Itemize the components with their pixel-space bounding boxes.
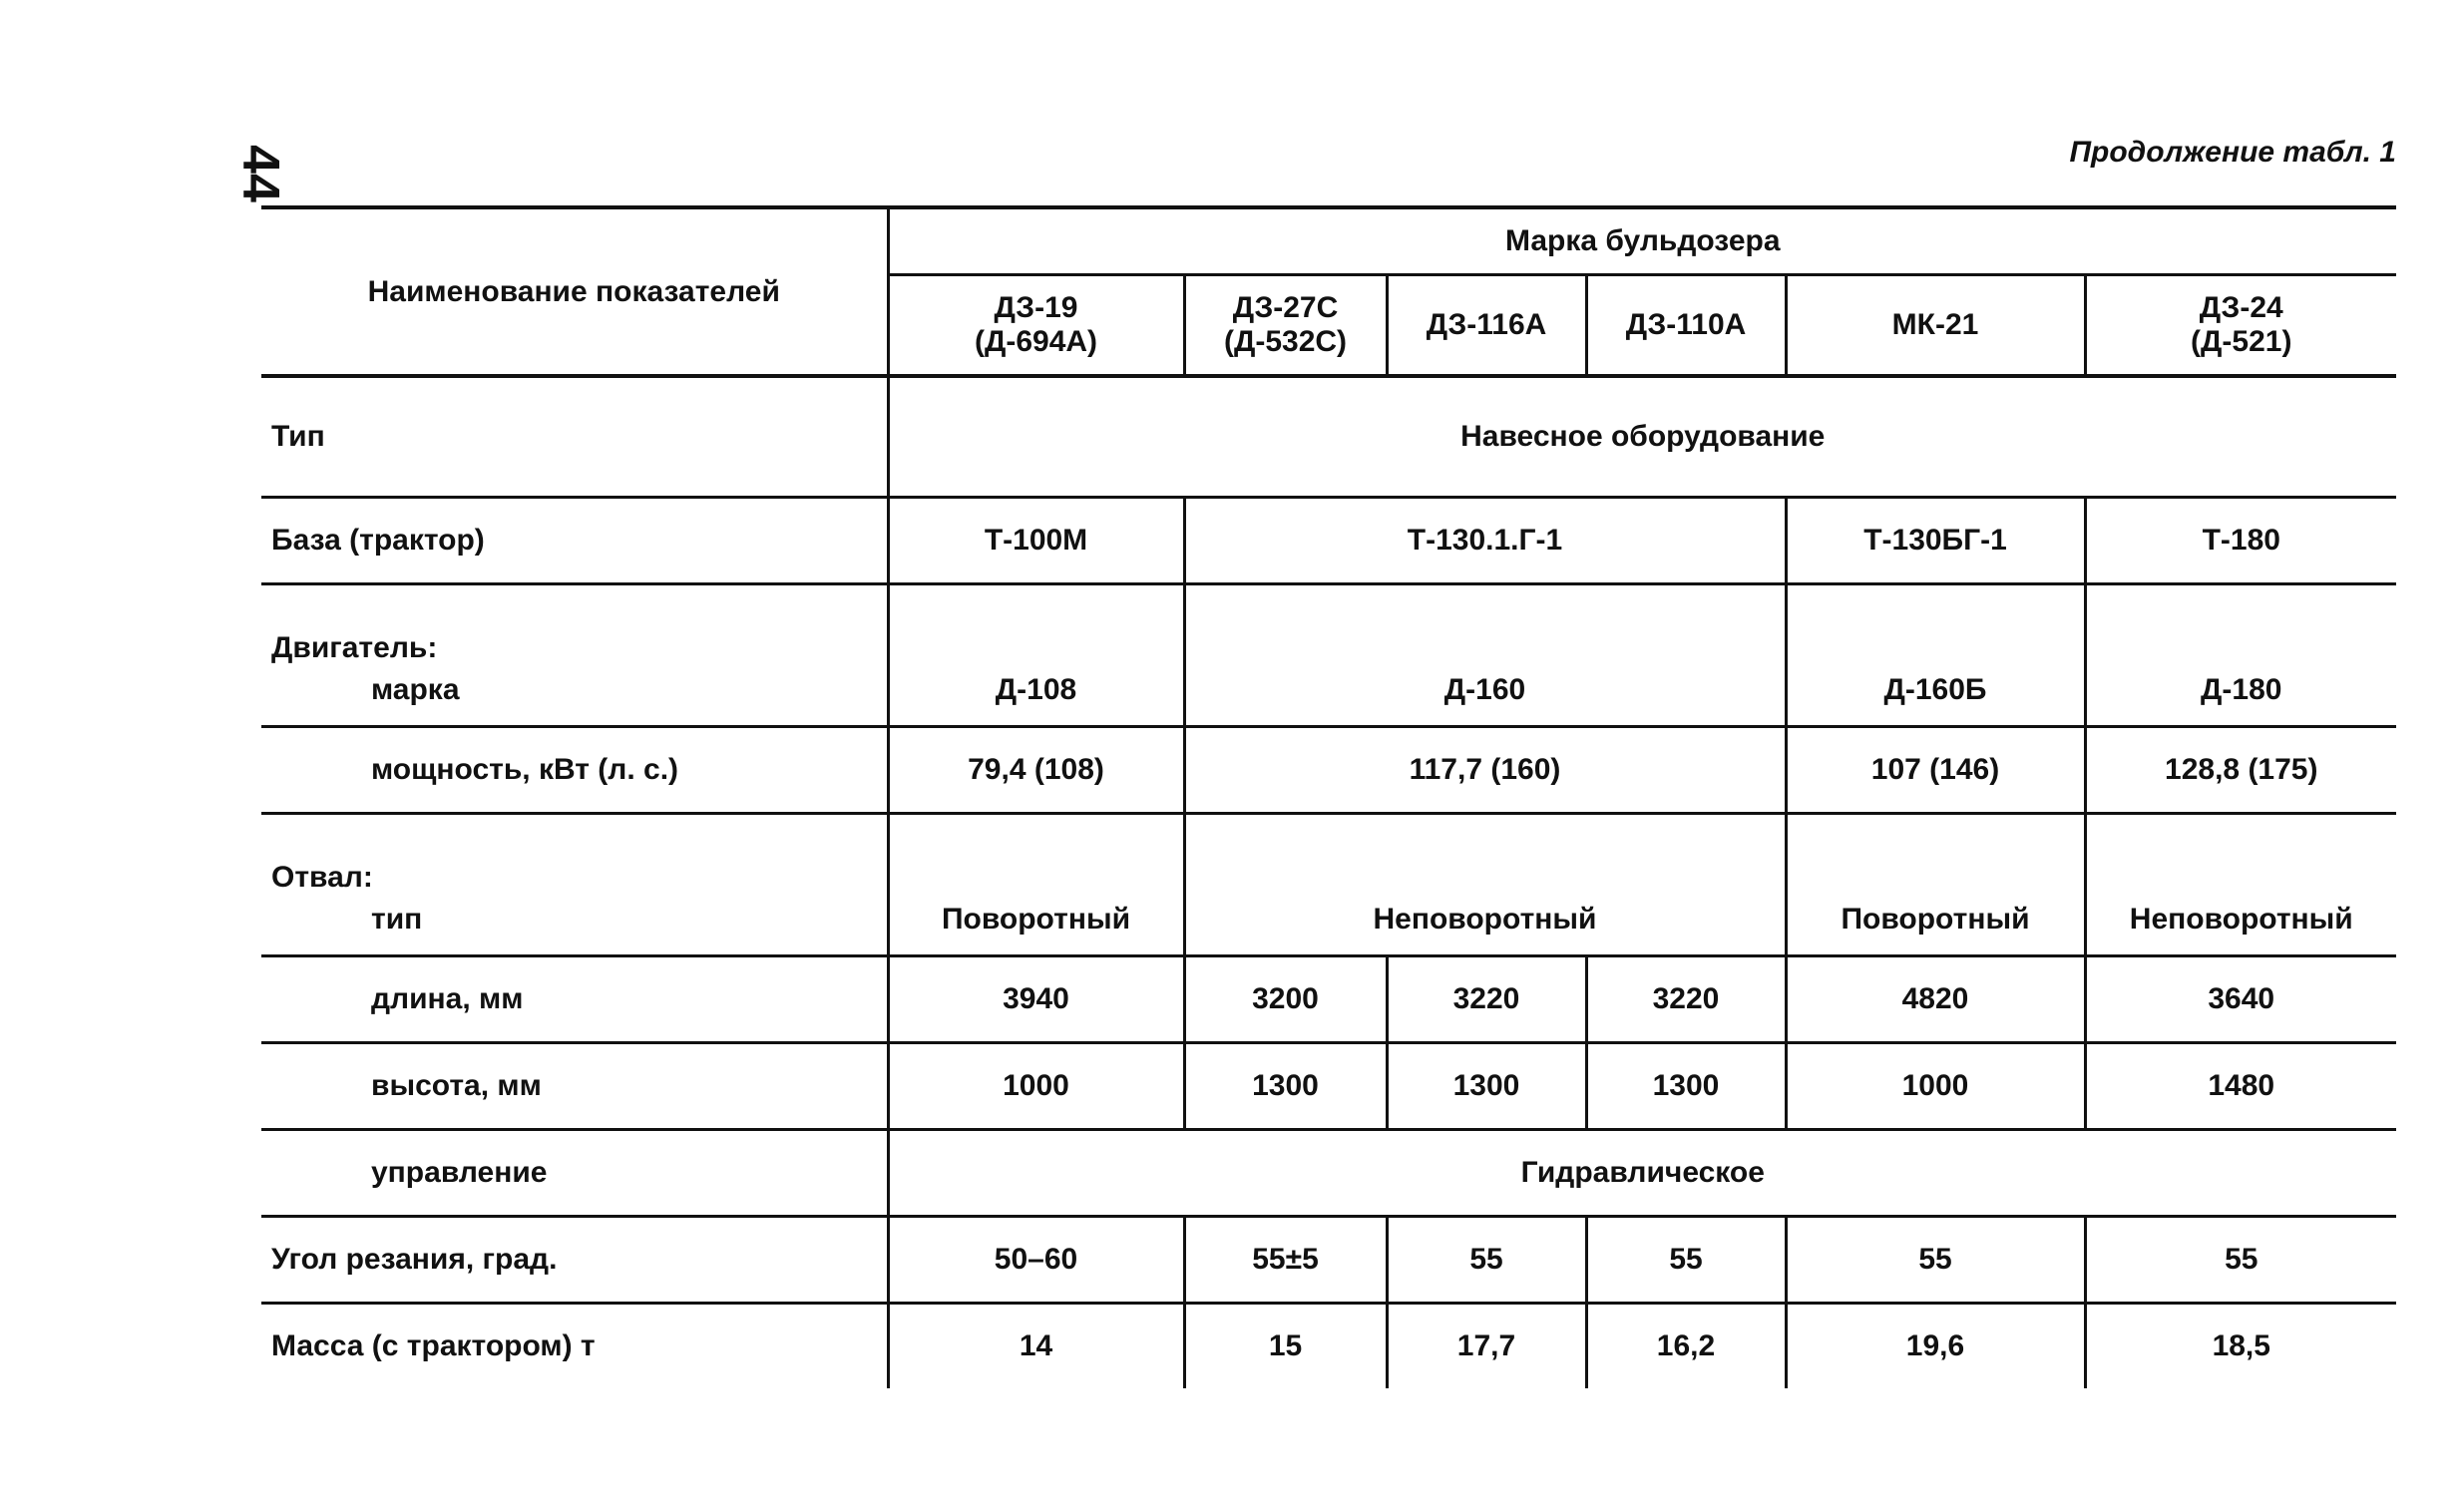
model-header (1184, 275, 1387, 377)
row-label: длина, мм (261, 956, 888, 1043)
table-row (261, 376, 2396, 498)
row-label: высота, мм (261, 1043, 888, 1130)
cell: 1480 (2085, 1043, 2396, 1130)
table-row (261, 727, 2396, 814)
cell: 3940 (888, 956, 1184, 1043)
bulldozer-spec-table (261, 205, 2396, 1388)
table-row (261, 1217, 2396, 1304)
model-name: ДЗ-110А (1625, 307, 1747, 341)
blade-type-label: тип (371, 903, 423, 936)
cell: 1000 (1786, 1043, 2085, 1130)
cell: 3220 (1586, 956, 1786, 1043)
cell: 55 (1586, 1217, 1786, 1304)
cell: Т-180 (2085, 498, 2396, 584)
table-row (261, 814, 2396, 956)
blade-label: Отвал: (271, 861, 373, 894)
cell: 50–60 (888, 1217, 1184, 1304)
cell: Поворотный (1786, 814, 2085, 956)
row-label: Угол резания, град. (261, 1217, 888, 1304)
page-number: 44 (230, 145, 289, 202)
model-header (888, 275, 1184, 377)
cell: 55 (1786, 1217, 2085, 1304)
engine-brand-label: марка (371, 673, 460, 706)
cell: 3200 (1184, 956, 1387, 1043)
table-row (261, 956, 2396, 1043)
model-alt-name: (Д-694А) (974, 325, 1098, 358)
model-name: ДЗ-24 (2199, 290, 2283, 324)
cell: 1000 (888, 1043, 1184, 1130)
cell: 55 (1387, 1217, 1586, 1304)
model-name: МК-21 (1891, 307, 1979, 341)
row-label: База (трактор) (261, 498, 888, 584)
table-row (261, 1043, 2396, 1130)
model-header (2085, 275, 2396, 377)
cell: 17,7 (1387, 1304, 1586, 1389)
cell: 1300 (1586, 1043, 1786, 1130)
table-row (261, 1130, 2396, 1217)
cell: 79,4 (108) (888, 727, 1184, 814)
cell: 3640 (2085, 956, 2396, 1043)
cell: Поворотный (888, 814, 1184, 956)
cell: 1300 (1184, 1043, 1387, 1130)
row-label: Масса (с трактором) т (271, 1329, 596, 1362)
cell: Т-130.1.Г-1 (1184, 498, 1786, 584)
cell: 107 (146) (1786, 727, 2085, 814)
cell: Неповоротный (1184, 814, 1786, 956)
model-name: ДЗ-27С (1232, 290, 1339, 324)
cell: 14 (888, 1304, 1184, 1389)
model-alt-name: (Д-532С) (1223, 325, 1348, 358)
cell: 128,8 (175) (2085, 727, 2396, 814)
cell: Неповоротный (2085, 814, 2396, 956)
cell: 117,7 (160) (1184, 727, 1786, 814)
cell: Д-160 (1184, 584, 1786, 727)
cell: Гидравлическое (888, 1130, 2396, 1217)
cell: Д-108 (888, 584, 1184, 727)
model-header (1586, 275, 1786, 377)
cell: 15 (1184, 1304, 1387, 1389)
cell: 1300 (1387, 1043, 1586, 1130)
row-label: мощность, кВт (л. с.) (261, 727, 888, 814)
cell: 3220 (1387, 956, 1586, 1043)
row-label: управление (261, 1130, 888, 1217)
engine-label: Двигатель: (271, 631, 438, 664)
param-header: Наименование показателей (261, 207, 888, 376)
cell: 18,5 (2085, 1304, 2396, 1389)
model-header (1786, 275, 2085, 377)
model-name: ДЗ-116А (1426, 307, 1547, 341)
table-row (261, 1304, 2396, 1389)
row-label (261, 814, 888, 956)
cell: Т-130БГ-1 (1786, 498, 2085, 584)
cell: Навесное оборудование (888, 376, 2396, 498)
row-label: Тип (261, 376, 888, 498)
cell: 55 (2085, 1217, 2396, 1304)
model-header (1387, 275, 1586, 377)
row-label (261, 584, 888, 727)
cell: 19,6 (1786, 1304, 2085, 1389)
model-name: ДЗ-19 (994, 290, 1078, 324)
cell: Д-180 (2085, 584, 2396, 727)
cell: 55±5 (1184, 1217, 1387, 1304)
cell: 16,2 (1586, 1304, 1786, 1389)
model-alt-name: (Д-521) (2191, 325, 2292, 358)
cell: 4820 (1786, 956, 2085, 1043)
table-row (261, 498, 2396, 584)
group-header: Марка бульдозера (888, 207, 2396, 275)
cell: Т-100М (888, 498, 1184, 584)
table-row (261, 584, 2396, 727)
continuation-caption: Продолжение табл. 1 (2069, 136, 2396, 169)
cell: Д-160Б (1786, 584, 2085, 727)
